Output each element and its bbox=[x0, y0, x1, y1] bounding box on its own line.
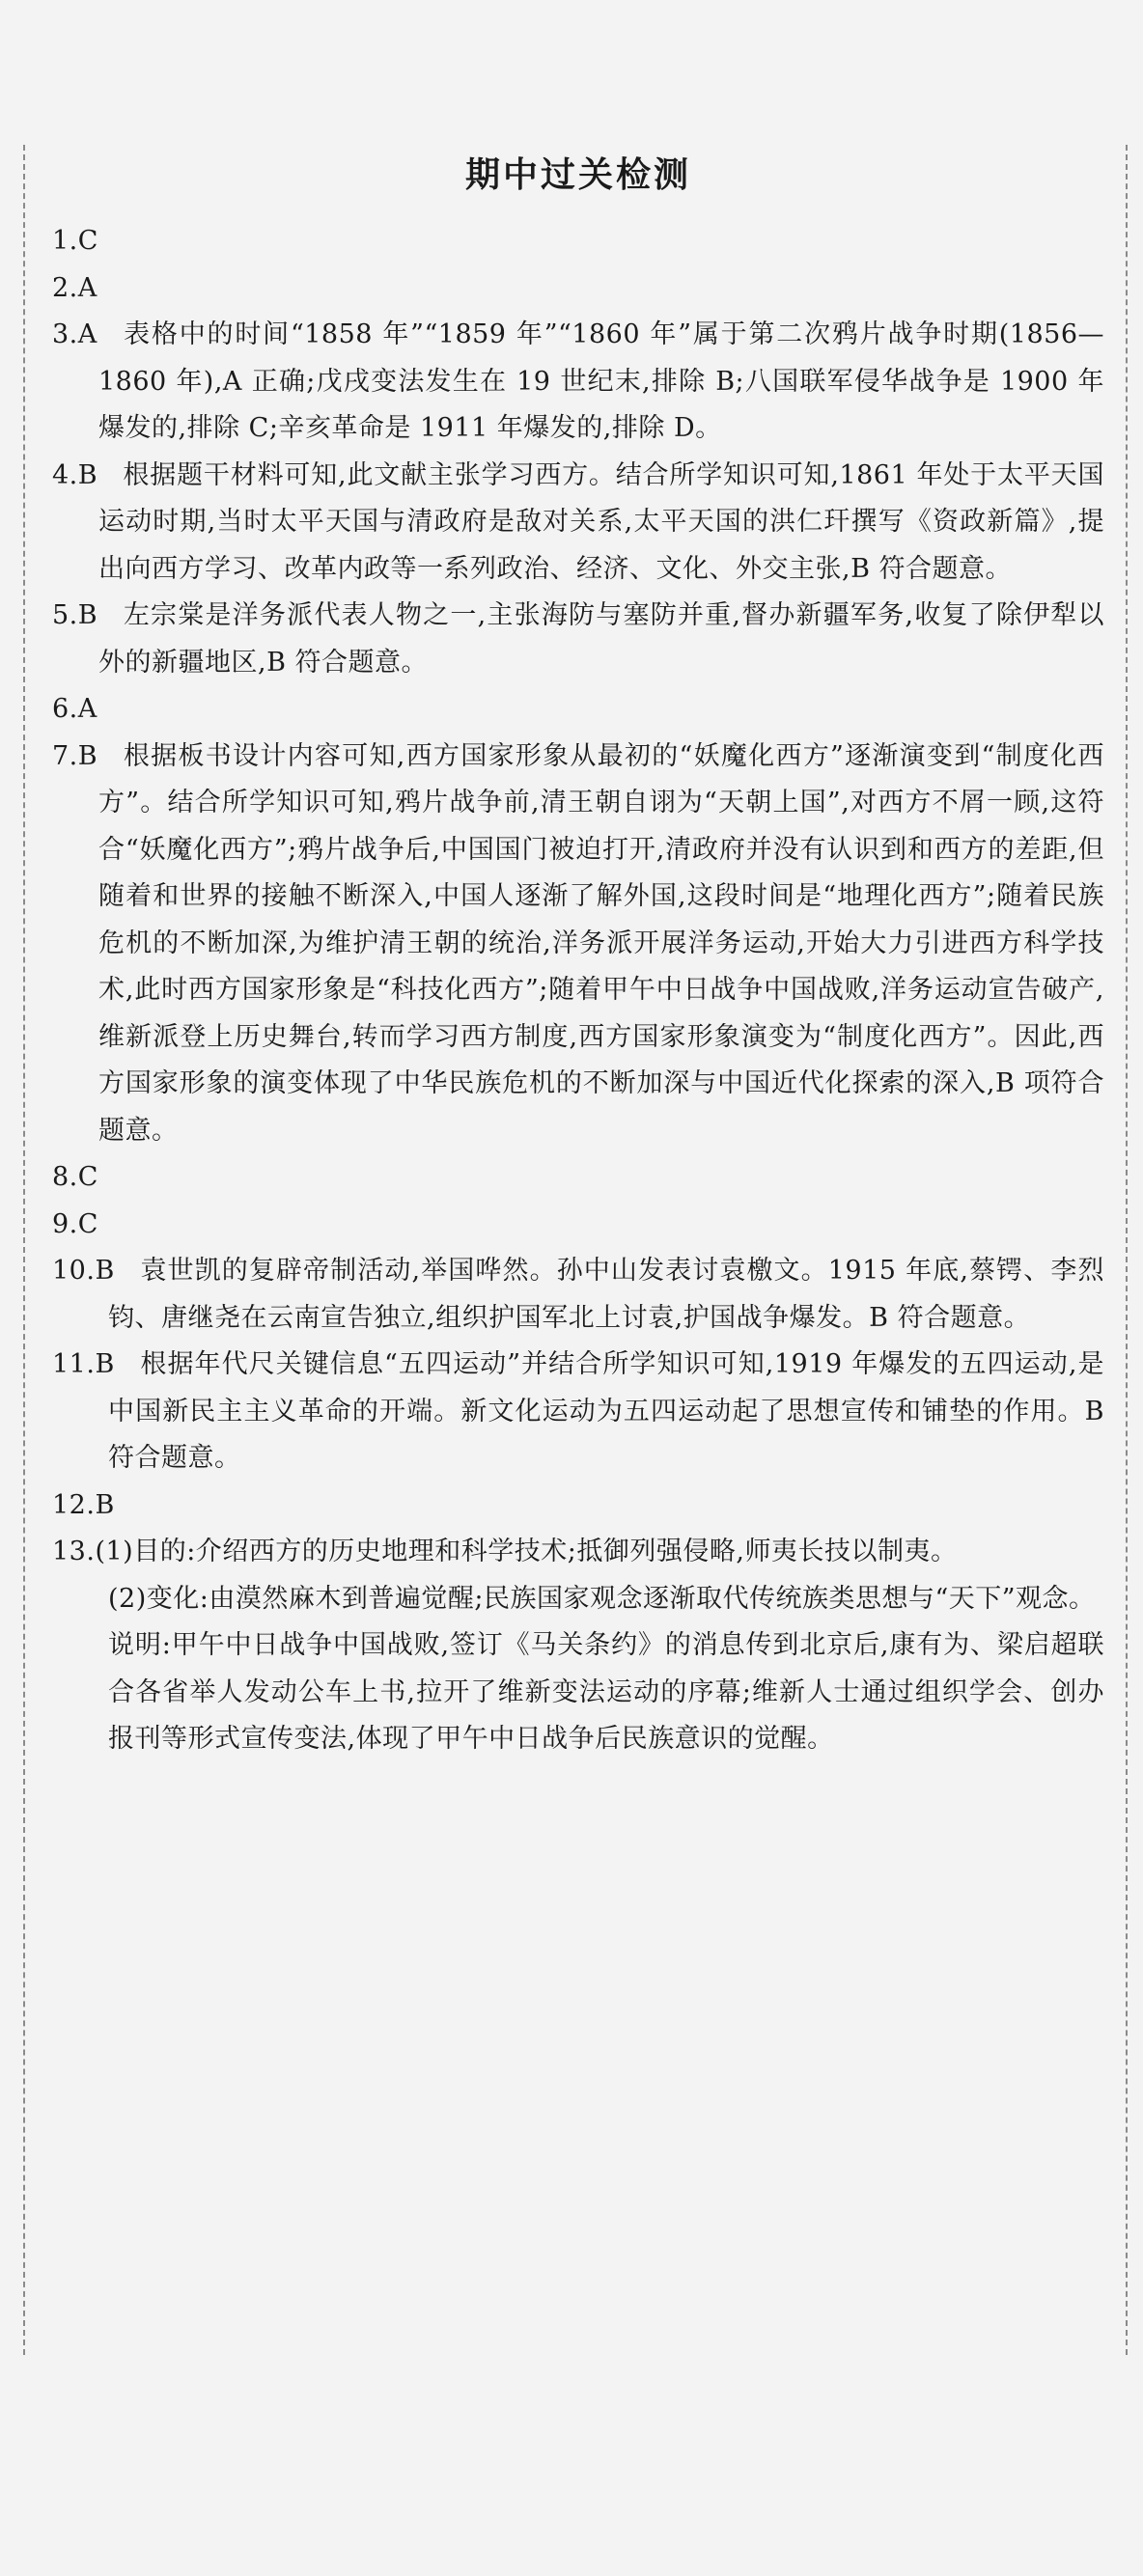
item-answer: C bbox=[77, 226, 98, 256]
answer-content bbox=[52, 152, 1104, 1763]
item-explanation: 表格中的时间“1858 年”“1859 年”“1860 年”属于第二次鸦片战争时期(1856—1860 年),A 正确;戊戌变法发生在 19 世纪末,排除 B;八国联军侵华战争是 1900 年爆发的,排除 C;辛亥革命是 1911 年爆发的,排除 D。 bbox=[98, 319, 1104, 443]
answer-item bbox=[52, 218, 1104, 265]
answer-item bbox=[52, 1202, 1104, 1249]
item-answer: B bbox=[77, 459, 98, 490]
item-answer: B bbox=[77, 600, 98, 630]
answer-item bbox=[52, 593, 1104, 686]
item-number: 5. bbox=[52, 600, 78, 630]
left-dashed-border bbox=[23, 145, 25, 2355]
item-explanation: 根据题干材料可知,此文献主张学习西方。结合所学知识可知,1861 年处于太平天国运动时期,当时太平天国与清政府是敌对关系,太平天国的洪仁玕撰写《资政新篇》,提出向西方学习、改革内政等一系列政治、经济、文化、外交主张,B 符合题意。 bbox=[98, 459, 1104, 584]
item-number: 2. bbox=[52, 272, 78, 303]
right-dashed-border bbox=[1126, 145, 1128, 2355]
item-answer: A bbox=[77, 319, 98, 349]
answer-item bbox=[52, 1154, 1104, 1202]
answer-item-13 bbox=[52, 1529, 1104, 1576]
q13-part2: (2)变化:由漠然麻木到普遍觉醒;民族国家观念逐渐取代传统族类思想与“天下”观念。 bbox=[108, 1583, 1096, 1614]
item-explanation: 袁世凯的复辟帝制活动,举国哗然。孙中山发表讨袁檄文。1915 年底,蔡锷、李烈钧、唐继尧在云南宣告独立,组织护国军北上讨袁,护国战争爆发。B 符合题意。 bbox=[108, 1256, 1104, 1333]
answer-item bbox=[52, 686, 1104, 734]
answer-item bbox=[52, 453, 1104, 594]
item-explanation: 根据年代尺关键信息“五四运动”并结合所学知识可知,1919 年爆发的五四运动,是中国新民主主义革命的开端。新文化运动为五四运动起了思想宣传和铺垫的作用。B 符合题意。 bbox=[108, 1349, 1104, 1473]
answer-item bbox=[52, 265, 1104, 313]
item-answer: B bbox=[95, 1256, 115, 1286]
item-number: 9. bbox=[52, 1208, 78, 1239]
answer-item bbox=[52, 734, 1104, 1155]
q13-part1: (1)目的:介绍西方的历史地理和科学技术;抵御列强侵略,师夷长技以制夷。 bbox=[95, 1537, 958, 1566]
item-number: 10. bbox=[52, 1256, 96, 1286]
item-answer: B bbox=[95, 1489, 115, 1520]
item-number: 13. bbox=[52, 1537, 96, 1566]
item-number: 8. bbox=[52, 1162, 78, 1192]
answer-item bbox=[52, 312, 1104, 453]
answer-item bbox=[52, 1342, 1104, 1482]
answer-list bbox=[52, 218, 1104, 1763]
page-title: 期中过关检测 bbox=[464, 155, 691, 195]
item-number: 12. bbox=[52, 1489, 96, 1520]
answer-item bbox=[52, 1482, 1104, 1530]
item-explanation: 左宗棠是洋务派代表人物之一,主张海防与塞防并重,督办新疆军务,收复了除伊犁以外的新疆地区,B 符合题意。 bbox=[98, 600, 1104, 678]
item-number: 3. bbox=[52, 319, 78, 349]
item-number: 11. bbox=[52, 1349, 96, 1379]
item-answer: B bbox=[95, 1349, 115, 1379]
item-number: 1. bbox=[52, 226, 78, 256]
item-answer: B bbox=[77, 740, 98, 771]
item-explanation: 根据板书设计内容可知,西方国家形象从最初的“妖魔化西方”逐渐演变到“制度化西方”。结合所学知识可知,鸦片战争前,清王朝自诩为“天朝上国”,对西方不屑一顾,这符合“妖魔化西方”;鸦片战争后,中国国门被迫打开,清政府并没有认识到和西方的差距,但随着和世界的接触不断深入,中国人逐渐了解外国,这段时间是“地理化西方”;随着民族危机的不断加深,为维护清王朝的统治,洋务派开展洋务运动,开始大力引进西方科学技术,此时西方国家形象是“科技化西方”;随着甲午中日战争中国战败,洋务运动宣告破产,维新派登上历史舞台,转而学习西方制度,西方国家形象演变为“制度化西方”。因此,西方国家形象的演变体现了中华民族危机的不断加深与中国近代化探索的深入,B 项符合题意。 bbox=[98, 740, 1104, 1146]
item-number: 4. bbox=[52, 459, 78, 490]
q13-explanation: 说明:甲午中日战争中国战败,签订《马关条约》的消息传到北京后,康有为、梁启超联合各省举人发动公车上书,拉开了维新变法运动的序幕;维新人士通过组织学会、创办报刊等形式宣传变法,体现了甲午中日战争后民族意识的觉醒。 bbox=[108, 1630, 1104, 1754]
answer-item bbox=[52, 1248, 1104, 1342]
item-answer: A bbox=[77, 694, 98, 724]
item-answer: C bbox=[77, 1208, 98, 1239]
item-answer: A bbox=[77, 272, 98, 303]
item-answer: C bbox=[77, 1162, 98, 1192]
item-number: 6. bbox=[52, 694, 78, 724]
item-number: 7. bbox=[52, 740, 78, 771]
